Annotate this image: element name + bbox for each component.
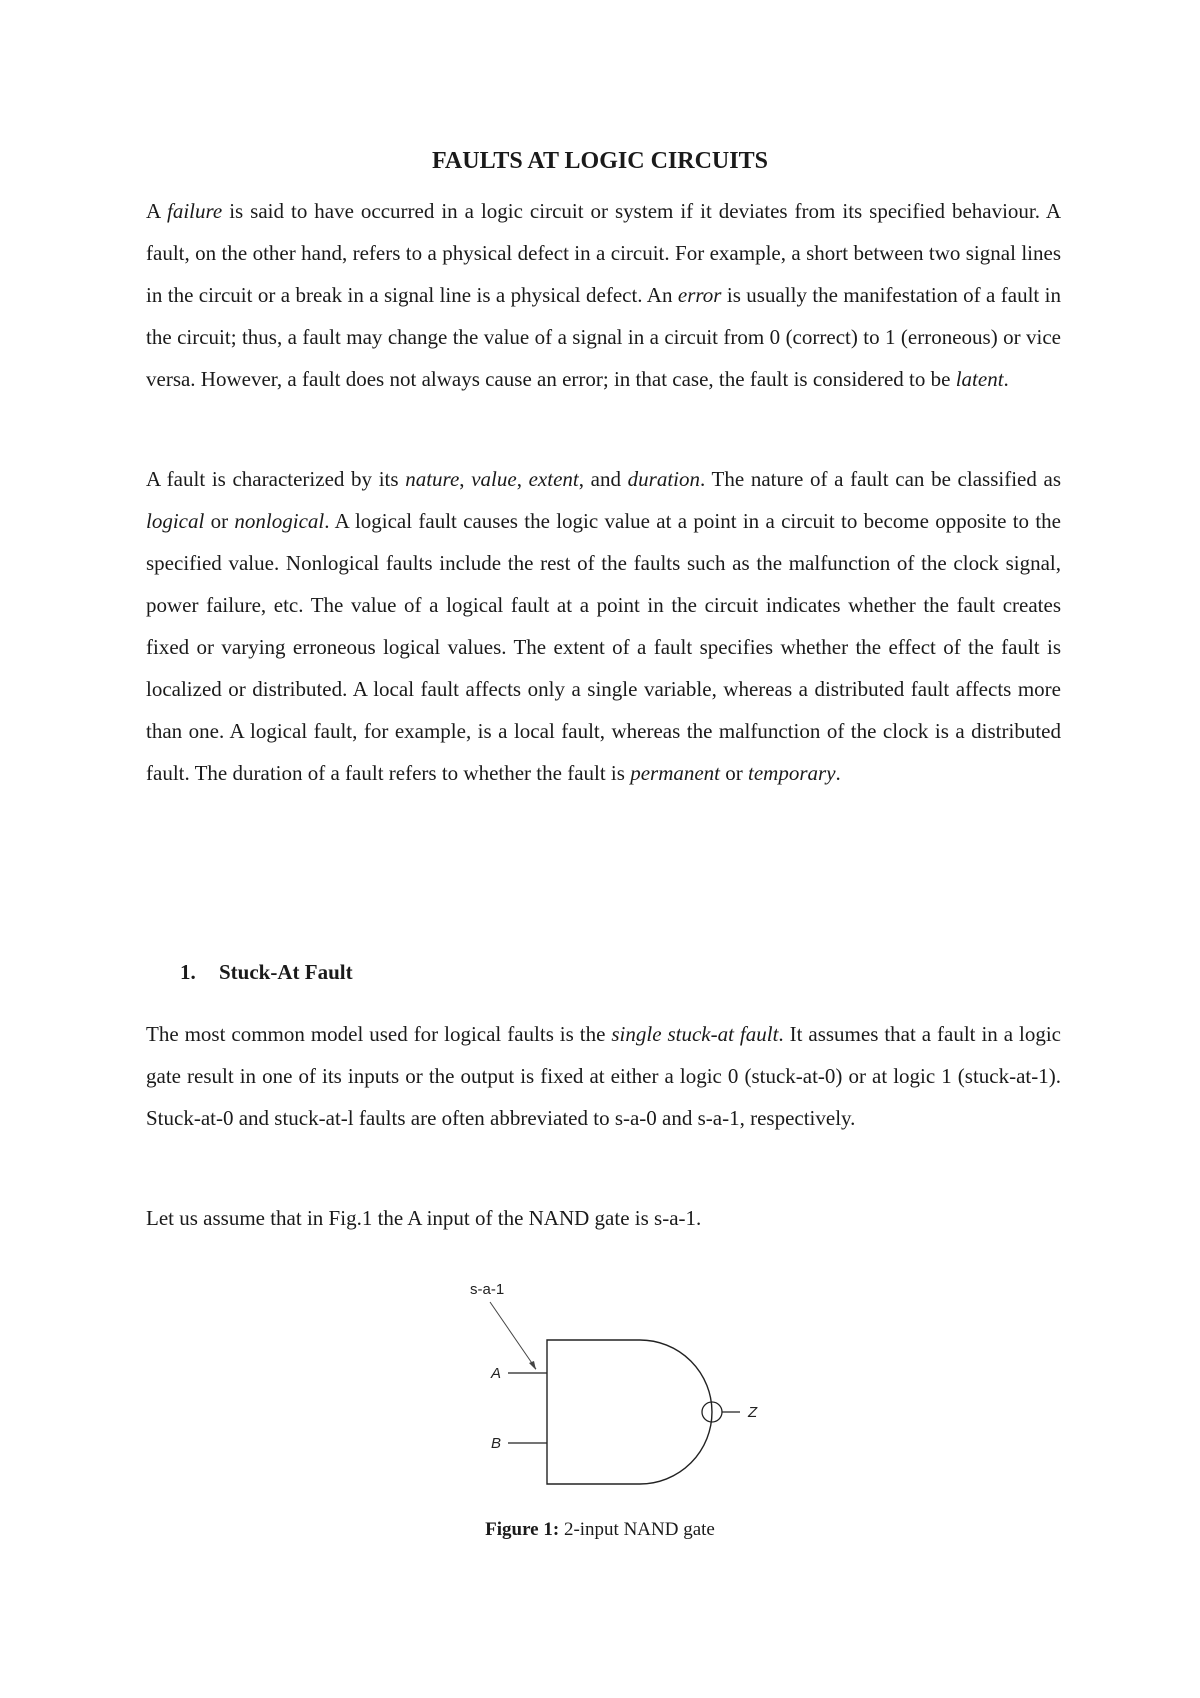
page-title: FAULTS AT LOGIC CIRCUITS — [432, 148, 768, 174]
fault-label: s-a-1 — [470, 1281, 505, 1298]
term-failure: failure — [167, 199, 223, 223]
term-error: error — [677, 283, 722, 307]
term-nonlogical: nonlogical — [234, 509, 325, 533]
term-logical: logical — [146, 509, 205, 533]
term-temporary: temporary — [748, 761, 836, 785]
nand-gate-diagram — [450, 1262, 770, 1492]
term-value: value — [471, 467, 517, 491]
section-number: 1. — [180, 960, 196, 984]
nand-gate-body — [547, 1340, 712, 1484]
fault-pointer-arrowhead — [529, 1361, 536, 1370]
term-latent: latent — [955, 367, 1004, 391]
term-nature: nature — [405, 467, 460, 491]
input-a-label: A — [491, 1365, 502, 1382]
figure-caption — [0, 1516, 1200, 1544]
output-z-label: Z — [748, 1404, 758, 1421]
section-title: Stuck-At Fault — [219, 960, 353, 984]
paragraph-stuck-at-model: The most common model used for logical faults is the single stuck-at fault. It assumes that a fault in a logic gate result in one of its inputs or the output is fixed at either a logic 0 (stuck-at-0) or at logic 1 (stuck-at-1). Stuck-at-0 and stuck-at-l faults are often abbreviated to s-a-0 and s-a-1, respectively. — [146, 1022, 1061, 1130]
figure-caption-label: Figure 1: — [485, 1519, 560, 1540]
term-extent: extent — [528, 467, 579, 491]
paragraph-nand-assumption: Let us assume that in Fig.1 the A input of the NAND gate is s-a-1. — [146, 1206, 702, 1230]
term-single-stuck-at-fault: single stuck-at fault — [611, 1022, 779, 1046]
paragraph-fault-characteristics: A fault is characterized by its nature, value, extent, and duration. The nature of a fault can be classified as logical or nonlogical. A logical fault causes the logic value at a point in a circuit to become opposite to the specified value. Nonlogical faults include the rest of the faults such as the malfunction of the clock signal, power failure, etc. The value of a logical fault at a point in the circuit indicates whether the fault creates fixed or varying erroneous logical values. The extent of a fault specifies whether the effect of the fault is localized or distributed. A local fault affects only a single variable, whereas a distributed fault affects more than one. A logical fault, for example, is a local fault, whereas the malfunction of the clock is a distributed fault. The duration of a fault refers to whether the fault is permanent or temporary. — [146, 467, 1062, 785]
input-b-label: B — [491, 1435, 502, 1452]
section-heading-stuck-at-fault — [180, 957, 353, 987]
fault-pointer-line — [490, 1302, 536, 1369]
paragraph-failure-definition: A failure is said to have occurred in a logic circuit or system if it deviates from its specified behaviour. A fault, on the other hand, refers to a physical defect in a circuit. For example, a short between two signal lines in the circuit or a break in a signal line is a physical defect. An error is usually the manifestation of a fault in the circuit; thus, a fault may change the value of a signal in a circuit from 0 (correct) to 1 (erroneous) or vice versa. However, a fault does not always cause an error; in that case, the fault is considered to be latent. — [146, 199, 1061, 391]
figure-caption-text: 2-input NAND gate — [559, 1519, 715, 1540]
term-duration: duration — [627, 467, 700, 491]
term-permanent: permanent — [630, 761, 721, 785]
